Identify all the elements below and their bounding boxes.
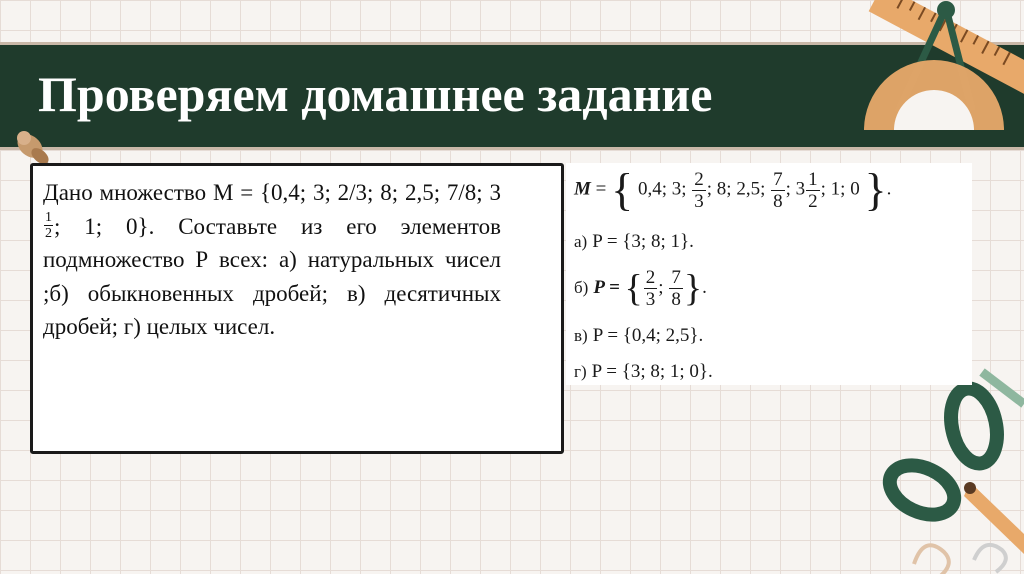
brace-close: } <box>864 164 887 215</box>
answer-g-value: P = {3; 8; 1; 0}. <box>591 361 713 382</box>
task-line1-end: ; 1; 0}. <box>54 213 155 239</box>
answer-b-row: б) P = { $\frac{2}{3}$ ; $\frac{7}{8}$ }. <box>574 267 707 310</box>
set-frac1-den: 3 <box>694 190 704 212</box>
set-frac1-num: 2 <box>694 168 704 190</box>
b-frac2 <box>669 267 683 310</box>
mixed-fraction-num: 1 <box>45 209 52 225</box>
b-brace-close: } <box>683 267 703 310</box>
task-line2: Составьте из его элементов подмножество Р всех: а) натуральных чисел ;б) обыкновенных дробей; в) десятичных дробей; г) целых чисел. <box>43 213 502 339</box>
set-part3: ; 3 <box>785 178 806 200</box>
b-frac1-num: 2 <box>645 267 656 288</box>
b-brace-open: { <box>624 267 643 310</box>
scissors-icon <box>874 364 1024 574</box>
set-part2: ; 8; 2,5; <box>706 178 766 200</box>
set-frac2 <box>771 169 785 212</box>
answer-a-label: а) <box>574 232 588 251</box>
answer-set-row: M = { 0,4; 3; $\frac{2}{3}$ ; 8; 2,5; $\frac{7}{8}$ ; 3 $\frac{1}{2}$ ; 1; 0 }. <box>574 164 892 215</box>
answers-panel <box>566 163 972 385</box>
answer-a-value: P = {3; 8; 1}. <box>592 231 694 252</box>
set-frac2-den: 8 <box>773 190 783 212</box>
answer-g-row <box>574 361 713 383</box>
b-frac1 <box>644 267 658 310</box>
set-frac3-num: 1 <box>808 168 818 190</box>
set-frac3-den: 2 <box>808 190 818 212</box>
task-box <box>30 163 564 454</box>
answer-b-var: P = <box>593 276 620 298</box>
mixed-fraction <box>44 210 53 241</box>
ruler-compass-icon <box>854 0 1024 140</box>
set-part1: 0,4; 3; <box>637 178 687 200</box>
slide-title: Проверяем домашнее задание <box>38 66 713 122</box>
b-frac2-num: 7 <box>671 267 681 288</box>
answer-v-row <box>574 325 703 347</box>
set-frac3 <box>806 169 820 212</box>
answer-b-label: б) <box>574 277 589 297</box>
set-frac1 <box>692 169 706 212</box>
b-frac2-den: 8 <box>671 289 681 310</box>
task-line1: Дано множество М = {0,4; 3; 2/3; 8; 2,5; 7/8; 3 <box>43 180 501 205</box>
task-text <box>43 176 501 344</box>
set-frac2-num: 7 <box>773 168 783 190</box>
brace-open: { <box>611 164 634 215</box>
answer-v-label: в) <box>574 326 588 345</box>
answer-g-label: г) <box>574 362 587 381</box>
set-part4: ; 1; 0 <box>820 178 860 200</box>
answer-a-row <box>574 231 694 253</box>
b-frac1-den: 3 <box>645 289 656 310</box>
set-label: M <box>574 178 591 200</box>
answer-v-value: P = {0,4; 2,5}. <box>592 325 704 346</box>
mixed-fraction-den: 2 <box>45 225 52 241</box>
